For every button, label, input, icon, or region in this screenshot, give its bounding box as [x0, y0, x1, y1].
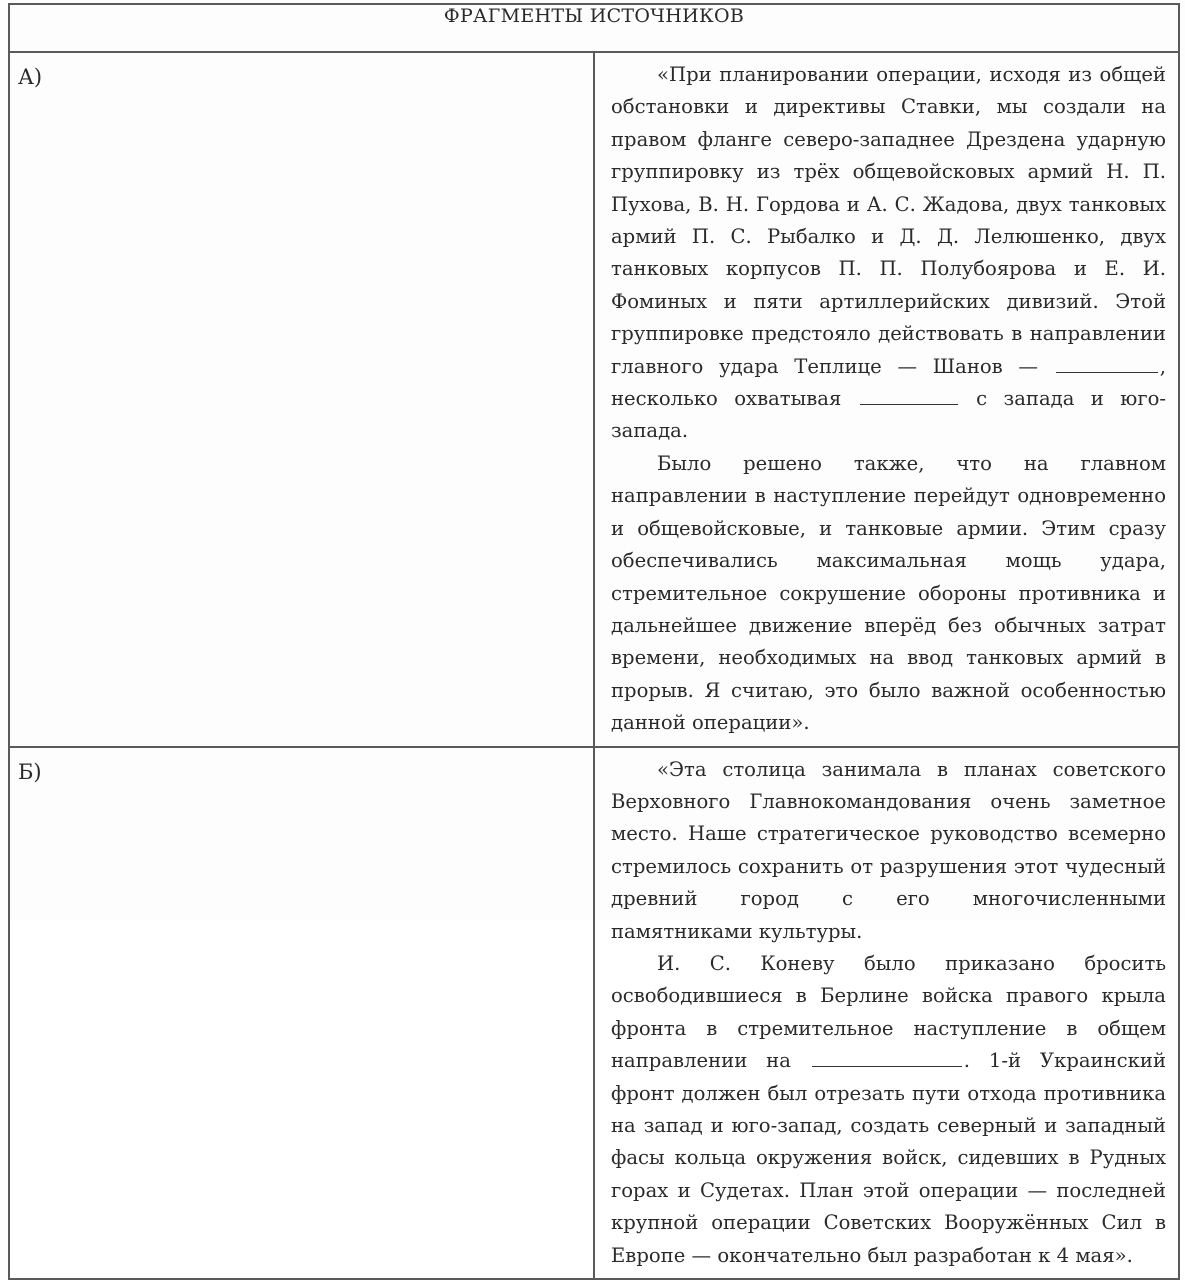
- fragment-label-b: Б): [9, 747, 594, 1280]
- fragment-a-paragraph-1: [611, 59, 1166, 448]
- fragment-text-a: [594, 52, 1179, 747]
- fragment-a-paragraph-2: Было решено также, что на главном направлении в наступление перейдут одновременно и общевойсковые, и танковые армии. Этим сразу обеспечивались максимальная мощь удара, стремительное сокрушение обороны противника и дальнейшее движение вперёд без обычных затрат времени, необходимых на ввод танковых армий в прорыв. Я считаю, это было важной особенностью данной операции».: [611, 451, 1166, 735]
- fragment-row-a: [9, 52, 1179, 747]
- fragment-label-a: А): [9, 52, 594, 747]
- fragment-a-text-before-blank-1: «При планировании операции, исходя из общей обстановки и директивы Ставки, мы создали на правом фланге северо-западнее Дрездена ударную группировку из трёх общевойсковых армий Н. П. Пухова, В. Н. Гордова и А. С. Жадова, двух танковых армий П. С. Рыбалко и Д. Д. Лелюшенко, двух танковых корпусов П. П. Полубоярова и Е. И. Фоминых и пяти артиллерийских дивизий. Этой группировке предстояло действовать в направлении главного удара Теплице — Шанов —: [611, 63, 1166, 378]
- fragment-b-text-after-blank: . 1-й Украинский фронт должен был отрезать пути отхода противника на запад и юго-запад, создать северный и западный фасы кольца окружения войск, сидевших в Рудных горах и Судетах. План этой операции — последней крупной операции Советских Вооружённых Сил в Европе — окончательно был разработан к 4 мая».: [611, 1049, 1167, 1267]
- fragment-a-text-after-blank-2: с запада и юго-запада.: [611, 387, 1167, 443]
- fragment-b-text-before-blank: И. С. Коневу было приказано бросить освободившиеся в Берлине войска правого крыла фронта в стремительное наступление в общем направлении на: [611, 951, 1166, 1073]
- sources-table: [8, 3, 1180, 1280]
- table-title: ФРАГМЕНТЫ ИСТОЧНИКОВ: [9, 4, 1179, 52]
- fragment-a-text-between-blanks: , несколько охватывая: [611, 354, 1166, 411]
- table-header-row: [9, 4, 1179, 52]
- fragment-b-paragraph-2: [611, 948, 1166, 1272]
- fragment-text-b: [594, 747, 1179, 1280]
- fragment-b-paragraph-1: «Эта столица занимала в планах советского Верховного Главнокомандования очень заметное место. Наше стратегическое руководство всемерно стремилось сохранить от разрушения этот чудесный древний город с его многочисленными памятниками культуры.: [611, 757, 1166, 943]
- answer-blank: [860, 403, 958, 405]
- fragment-row-b: [9, 747, 1179, 1280]
- answer-blank: [812, 1065, 962, 1067]
- answer-blank: [1056, 371, 1158, 373]
